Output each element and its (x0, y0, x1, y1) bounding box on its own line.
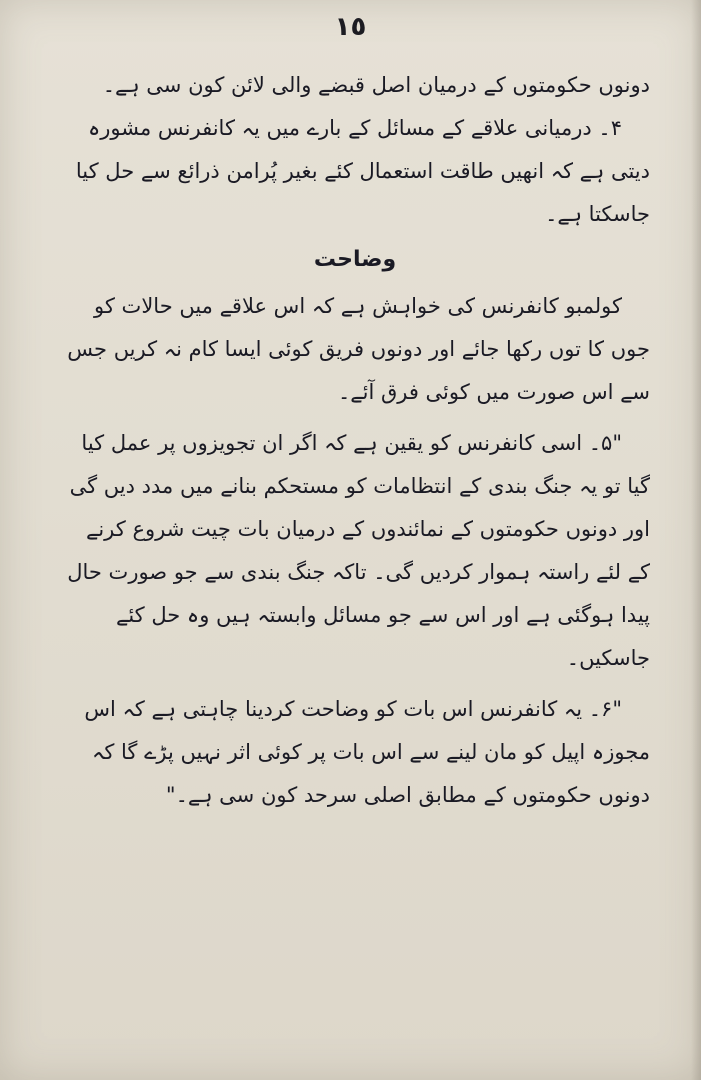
section-heading-clarification: وضاحت (313, 247, 397, 272)
paragraph-colombo-conference: کولمبو کانفرنس کی خواہش ہے کہ اس علاقے میں حالات کو جوں کا توں رکھا جائے اور دونوں فریق کوئی ایسا کام نہ کریں جس سے اس صورت میں کوئی فرق آئے۔ (67, 294, 650, 404)
page-edge-shadow (691, 0, 701, 1080)
paragraph-point-4: ۴۔ درمیانی علاقے کے مسائل کے بارے میں یہ کانفرنس مشورہ دیتی ہے کہ انھیں طاقت استعمال کئے بغیر پُرامن ذرائع سے حل کیا جاسکتا ہے۔ (75, 116, 650, 226)
spacer (60, 414, 650, 422)
spacer (60, 680, 650, 688)
paragraph-line-of-control: دونوں حکومتوں کے درمیان اصل قبضے والی لائن کون سی ہے۔ (102, 73, 650, 97)
paragraph-point-5: "۵۔ اسی کانفرنس کو یقین ہے کہ اگر ان تجویزوں پر عمل کیا گیا تو یہ جنگ بندی کے انتظامات کو مستحکم بنانے میں مدد دیں گی اور دونوں حکومتوں کے نمائندوں کے درمیان بات چیت شروع کرنے کے لئے راستہ ہموار کردیں گی۔ تاکہ جنگ بندی سے جو صورت حال پیدا ہوگئی ہے اور اس سے جو مسائل وابستہ ہیں وہ حل کئے جاسکیں۔ (67, 431, 650, 670)
page-body (60, 64, 650, 817)
paragraph-point-6: "۶۔ یہ کانفرنس اس بات کو وضاحت کردینا چاہتی ہے کہ اس مجوزہ اپیل کو مان لینے سے اس بات پر کوئی اثر نہیں پڑے گا کہ دونوں حکومتوں کے مطابق اصلی سرحد کون سی ہے۔" (84, 697, 650, 807)
page-number: ١٥ (334, 12, 367, 42)
